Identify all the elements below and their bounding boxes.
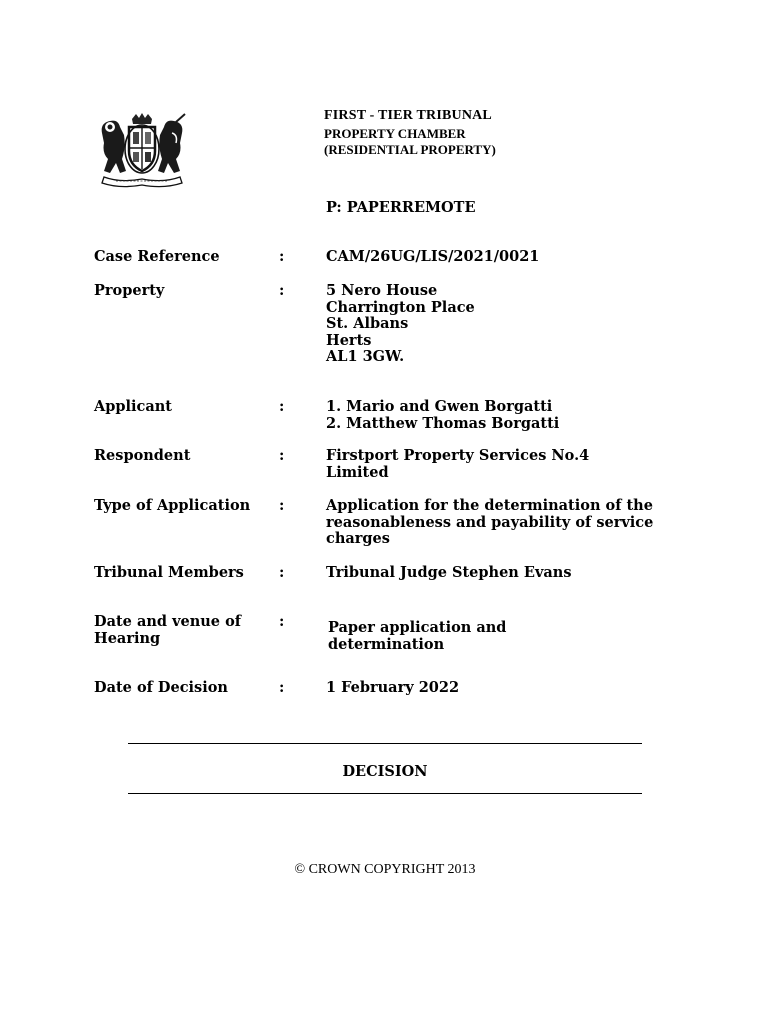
- colon: :: [279, 447, 285, 464]
- property-address-line: Charrington Place: [326, 298, 475, 316]
- colon: :: [279, 613, 285, 630]
- colon: :: [279, 679, 285, 696]
- tribunal-members-value: Tribunal Judge Stephen Evans: [326, 564, 572, 581]
- date-venue-value: determination: [328, 636, 445, 653]
- colon: :: [279, 282, 285, 299]
- respondent-name: Firstport Property Services No.4: [326, 447, 590, 464]
- respondent-name: Limited: [326, 463, 389, 481]
- colon: :: [279, 248, 285, 265]
- date-of-decision-label: Date of Decision: [94, 679, 228, 696]
- property-address-line: AL1 3GW.: [326, 348, 405, 365]
- divider-line: [128, 743, 642, 744]
- applicant-name: 2. Matthew Thomas Borgatti: [326, 414, 560, 432]
- royal-coat-of-arms-icon: [96, 113, 188, 189]
- applicant-label: Applicant: [94, 398, 173, 415]
- application-description-line: charges: [326, 530, 390, 547]
- tribunal-name: FIRST - TIER TRIBUNAL: [324, 108, 492, 123]
- colon: :: [279, 564, 285, 581]
- property-label: Property: [94, 282, 165, 299]
- application-description-line: Application for the determination of the: [326, 497, 653, 514]
- case-reference-label: Case Reference: [94, 248, 220, 265]
- date-venue-value: Paper application and: [328, 619, 507, 636]
- chamber-subtitle: (RESIDENTIAL PROPERTY): [324, 142, 496, 157]
- chamber-name: PROPERTY CHAMBER: [324, 126, 466, 141]
- date-of-decision-value: 1 February 2022: [326, 679, 460, 696]
- hearing-code: P: PAPERREMOTE: [326, 199, 476, 216]
- date-venue-label: Hearing: [94, 629, 161, 647]
- property-address-line: Herts: [326, 331, 372, 349]
- property-address-line: 5 Nero House: [326, 282, 438, 299]
- divider-line: [128, 793, 642, 794]
- property-address-line: St. Albans: [326, 315, 409, 332]
- respondent-label: Respondent: [94, 447, 191, 464]
- type-of-application-label: Type of Application: [94, 497, 251, 514]
- decision-heading: DECISION: [342, 763, 428, 780]
- case-reference-value: CAM/26UG/LIS/2021/0021: [326, 248, 540, 265]
- date-venue-label: Date and venue of: [94, 613, 241, 630]
- colon: :: [279, 398, 285, 415]
- tribunal-members-label: Tribunal Members: [94, 564, 244, 581]
- colon: :: [279, 497, 285, 514]
- application-description-line: reasonableness and payability of service: [326, 513, 654, 531]
- applicant-name: 1. Mario and Gwen Borgatti: [326, 398, 553, 415]
- copyright-notice: © CROWN COPYRIGHT 2013: [294, 862, 476, 877]
